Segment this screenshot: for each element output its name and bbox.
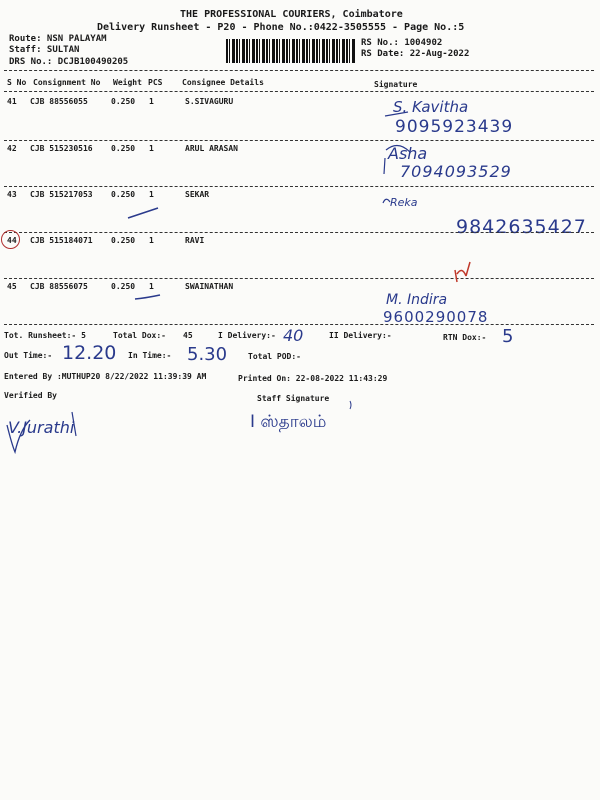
- row-weight: 0.250: [111, 236, 136, 245]
- in-time-value: 5.30: [187, 344, 228, 365]
- signature-phone: 9600290078: [383, 308, 489, 326]
- ink-stroke: [385, 112, 408, 116]
- row-pcs: 1: [149, 282, 154, 291]
- row-consignment: CJB 88556075: [30, 282, 88, 291]
- row-pcs: 1: [149, 97, 154, 106]
- row-consignment: CJB 515184071: [30, 236, 93, 245]
- row-weight: 0.250: [111, 282, 136, 291]
- rtn-dox-value: 5: [502, 326, 514, 347]
- row-sno: 45: [7, 282, 17, 291]
- check-mark: [455, 262, 470, 282]
- col-pcs: PCS: [148, 78, 163, 87]
- row-weight: 0.250: [111, 97, 136, 106]
- in-time-label: In Time:-: [128, 351, 172, 360]
- signature-phone: 9842635427: [456, 216, 587, 238]
- row-pcs: 1: [149, 144, 154, 153]
- row-consignment: CJB 88556055: [30, 97, 88, 106]
- check-mark: [135, 295, 160, 299]
- row-consignee: SEKAR: [185, 190, 210, 199]
- ink-stroke: [384, 145, 410, 174]
- out-time-value: 12.20: [62, 342, 117, 364]
- row-weight: 0.250: [111, 190, 136, 199]
- check-mark: [128, 208, 158, 218]
- total-dox-label: Total Dox:-: [113, 331, 166, 340]
- signature-name: Reka: [390, 196, 418, 209]
- verified-by-label: Verified By: [4, 391, 57, 400]
- col-sno: S No: [7, 78, 27, 87]
- row-consignee: S.SIVAGURU: [185, 97, 234, 106]
- ink-stroke: [350, 401, 351, 409]
- company-title: THE PROFESSIONAL COURIERS, Coimbatore: [180, 9, 403, 20]
- signature-phone: 7094093529: [400, 162, 512, 181]
- signature-name: S. Kavitha: [393, 98, 469, 116]
- row-consignee: ARUL ARASAN: [185, 144, 238, 153]
- row-consignee: SWAINATHAN: [185, 282, 234, 291]
- rtn-dox-label: RTN Dox:-: [443, 333, 487, 342]
- total-dox-value: 45: [183, 331, 193, 340]
- verifier-signature: V.Jurathi: [8, 418, 75, 437]
- row-consignment: CJB 515217053: [30, 190, 93, 199]
- col-consignment: Consignment No: [33, 78, 101, 87]
- row-consignment: CJB 515230516: [30, 144, 93, 153]
- staff-signature-label: Staff Signature: [257, 394, 330, 403]
- i-delivery-value: 40: [283, 326, 304, 345]
- out-time-label: Out Time:-: [4, 351, 53, 360]
- ink-stroke: [383, 199, 390, 203]
- entered-by: Entered By :MUTHUP20 8/22/2022 11:39:39 AM: [4, 372, 207, 381]
- row-sno: 42: [7, 144, 17, 153]
- staff-signature: I ஸ்தாலம்: [250, 412, 327, 432]
- signature-name: Asha: [388, 144, 428, 163]
- route-label: Route: NSN PALAYAM: [9, 34, 107, 44]
- staff-label: Staff: SULTAN: [9, 45, 80, 55]
- row-pcs: 1: [149, 236, 154, 245]
- row-sno: 41: [7, 97, 17, 106]
- col-consignee: Consignee Details: [182, 78, 264, 87]
- tot-runsheet: Tot. Runsheet:- 5: [4, 331, 86, 340]
- row-pcs: 1: [149, 190, 154, 199]
- signature-name: M. Indira: [386, 292, 448, 308]
- drs-number: DRS No.: DCJB100490205: [9, 57, 129, 67]
- row-weight: 0.250: [111, 144, 136, 153]
- runsheet-subtitle: Delivery Runsheet - P20 - Phone No.:0422-3505555 - Page No.:5: [97, 22, 465, 33]
- row-sno: 44: [7, 236, 17, 245]
- rs-number: RS No.: 1004902: [361, 38, 443, 48]
- row-sno: 43: [7, 190, 17, 199]
- ii-delivery-label: II Delivery:-: [329, 331, 392, 340]
- col-signature: Signature: [374, 80, 418, 89]
- signature-phone: 9095923439: [395, 117, 514, 137]
- rs-date: RS Date: 22-Aug-2022: [361, 49, 470, 59]
- row-consignee: RAVI: [185, 236, 205, 245]
- printed-on: Printed On: 22-08-2022 11:43:29: [238, 374, 388, 383]
- total-pod-label: Total POD:-: [248, 352, 301, 361]
- col-weight: Weight: [113, 78, 142, 87]
- i-delivery-label: I Delivery:-: [218, 331, 276, 340]
